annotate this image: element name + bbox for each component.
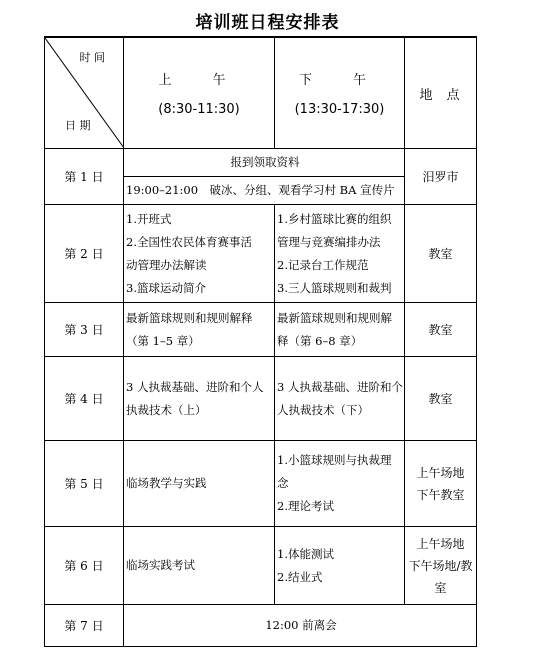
line: 最新篮球规则和规则解释 <box>126 310 253 325</box>
day-label: 第 7 日 <box>45 605 124 647</box>
line: 3.三人篮球规则和裁判 <box>277 280 392 295</box>
page-title: 培训班日程安排表 <box>195 13 340 33</box>
day7-departure: 12:00 前离会 <box>124 605 477 647</box>
day-place <box>405 441 477 527</box>
table-row <box>45 527 477 605</box>
line: 2.结业式 <box>277 569 323 584</box>
afternoon-header <box>275 37 405 149</box>
day-place: 汨罗市 <box>405 149 477 205</box>
table-row <box>45 605 477 647</box>
morning-cell <box>124 303 275 357</box>
line: 2.理论考试 <box>277 499 334 513</box>
afternoon-cell <box>275 441 405 527</box>
line: （第 1–5 章） <box>126 333 200 348</box>
day-place: 教室 <box>405 205 477 303</box>
day-label: 第 5 日 <box>45 441 124 527</box>
table-row <box>45 149 477 177</box>
line: 下午场地/教 <box>408 558 473 573</box>
afternoon-cell <box>275 303 405 357</box>
table-row <box>45 357 477 441</box>
morning-cell <box>124 441 275 527</box>
line: 1.体能测试 <box>277 546 334 561</box>
header-row <box>45 37 477 149</box>
line: 1.小篮球规则与执裁理 <box>277 453 392 467</box>
line: 上午场地 <box>416 536 465 551</box>
day-label: 第 4 日 <box>45 357 124 441</box>
line: 2.记录台工作规范 <box>277 257 369 272</box>
line: 上午场地 <box>416 465 465 480</box>
line: 3.篮球运动简介 <box>126 280 206 295</box>
line: 执裁技术（上） <box>126 402 207 417</box>
day1-checkin: 报到领取资料 <box>124 149 405 177</box>
morning-header <box>124 37 275 149</box>
line: 临场实践考试 <box>126 558 195 572</box>
line: 念 <box>277 476 289 490</box>
morning-time: (8:30-11:30) <box>158 102 240 117</box>
line: 3 人执裁基础、进阶和个 <box>277 379 403 394</box>
line: 临场教学与实践 <box>126 476 207 490</box>
morning-cell <box>124 357 275 441</box>
corner-cell <box>45 37 124 149</box>
line: 管理与竞赛编排办法 <box>277 234 381 249</box>
schedule-table <box>44 36 477 647</box>
day-label: 第 2 日 <box>45 205 124 303</box>
afternoon-time: (13:30-17:30) <box>294 102 385 117</box>
day-label: 第 3 日 <box>45 303 124 357</box>
table-row <box>45 205 477 303</box>
afternoon-cell <box>275 205 405 303</box>
line: 人执裁技术（下） <box>277 402 369 417</box>
day-place: 教室 <box>405 303 477 357</box>
afternoon-cell <box>275 357 405 441</box>
table-row <box>45 303 477 357</box>
afternoon-label: 下 午 <box>298 73 380 88</box>
line: 1.乡村篮球比赛的组织 <box>277 211 392 226</box>
morning-label: 上 午 <box>158 73 240 88</box>
morning-cell <box>124 527 275 605</box>
line: 1.开班式 <box>126 211 172 226</box>
place-header: 地点 <box>405 37 477 149</box>
line: 3 人执裁基础、进阶和个人 <box>126 379 264 394</box>
line: 下午教室 <box>416 487 465 502</box>
day-place: 教室 <box>405 357 477 441</box>
morning-cell <box>124 205 275 303</box>
corner-time-label: 时 间 <box>79 51 105 64</box>
day-label: 第 1 日 <box>45 149 124 205</box>
day-label: 第 6 日 <box>45 527 124 605</box>
afternoon-cell <box>275 527 405 605</box>
day-place <box>405 527 477 605</box>
line: 释（第 6–8 章） <box>277 333 363 348</box>
line: 动管理办法解读 <box>126 257 207 272</box>
line: 最新篮球规则和规则解 <box>277 310 392 325</box>
table-row <box>45 441 477 527</box>
line: 室 <box>434 580 447 595</box>
day1-evening: 19:00–21:00 破冰、分组、观看学习村 BA 宣传片 <box>124 177 405 205</box>
line: 2.全国性农民体育赛事活 <box>126 234 252 249</box>
corner-date-label: 日 期 <box>65 119 91 132</box>
